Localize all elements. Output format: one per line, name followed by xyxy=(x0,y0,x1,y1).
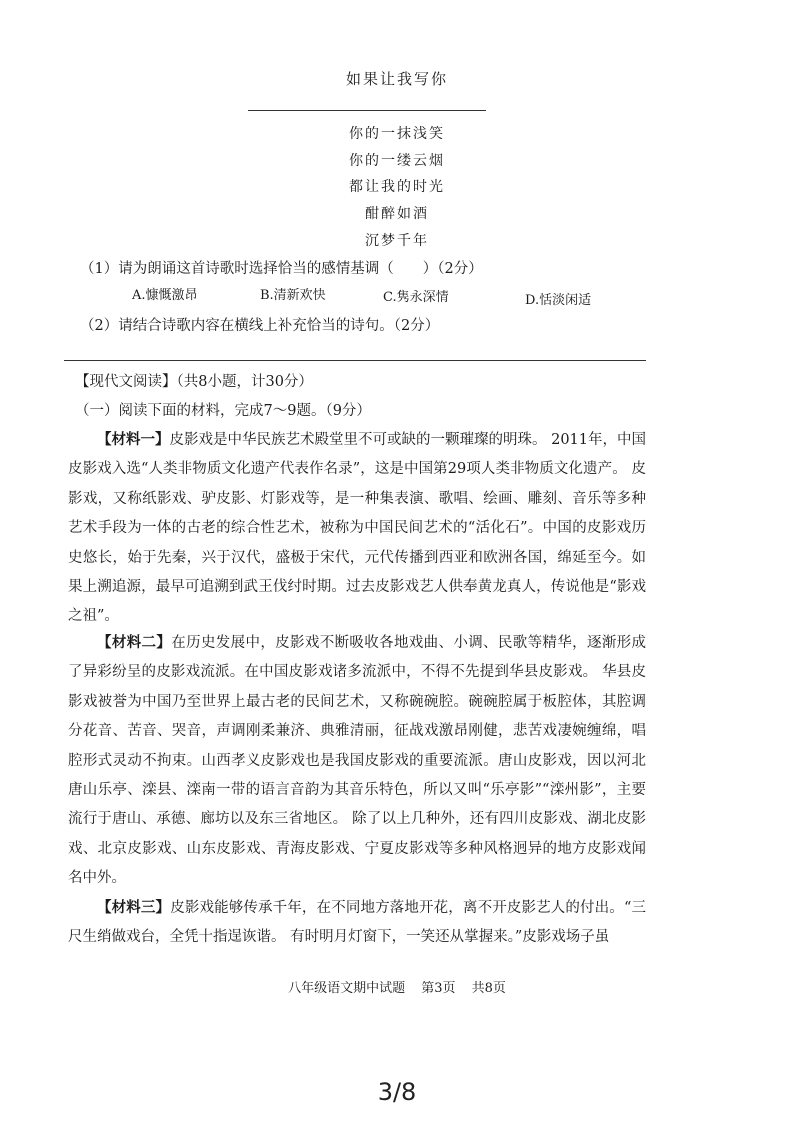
page-indicator: 3/8 xyxy=(377,1078,417,1106)
material-3 xyxy=(68,893,646,953)
material-3-head: 【材料三】 xyxy=(97,899,171,916)
footer-exam-title: 八年级语文期中试题 xyxy=(288,981,406,996)
fill-in-blank-line xyxy=(248,110,486,111)
option-b: B.清新欢快 xyxy=(260,288,326,303)
poem-title: 如果让我写你 xyxy=(345,70,448,88)
material-1-head: 【材料一】 xyxy=(97,431,170,448)
poem-line: 都让我的时光 xyxy=(349,179,445,195)
page-footer xyxy=(0,977,794,996)
poem-line: 你的一抹浅笑 xyxy=(349,126,445,142)
material-1 xyxy=(68,425,646,632)
footer-page-number: 第3页 xyxy=(421,981,456,996)
poem-line: 沉梦千年 xyxy=(365,233,429,249)
section-divider xyxy=(64,360,646,361)
material-2-head: 【材料二】 xyxy=(97,634,172,651)
poem-line: 酣醉如酒 xyxy=(365,206,429,222)
material-1-text: 皮影戏是中华民族艺术殿堂里不可或缺的一颗璀璨的明珠。 2011年，中国皮影戏入选“人类非物质文化遗产代表作名录”，这是中国第29项人类非物质文化遗产。 皮影戏，又称纸影戏、驴皮影、灯影戏等，是一种集表演、歌唱、绘画、雕刻、音乐等多种艺术手段为一体的古老的综合性艺术，被称为中国民间艺术的“活化石”。中国的皮影戏历史悠长，始于先秦，兴于汉代，盛极于宋代，元代传播到西亚和欧洲各国，绵延至今。如果上溯追源，最早可追溯到武王伐纣时期。过去皮影戏艺人供奉黄龙真人，传说他是“影戏之祖”。 xyxy=(68,432,647,625)
option-a: A.慷慨激昂 xyxy=(132,288,198,303)
material-3-text: 皮影戏能够传承千年，在不同地方落地开花，离不开皮影艺人的付出。“三尺生绡做戏台，全凭十指逞诙谐。 有时明月灯窗下，一笑还从掌握来。”皮影戏场子虽 xyxy=(68,900,646,946)
option-c: C.隽永深情 xyxy=(383,290,449,305)
material-2-text: 在历史发展中，皮影戏不断吸收各地戏曲、小调、民歌等精华，逐渐形成了异彩纷呈的皮影戏流派。在中国皮影戏诸多流派中，不得不先提到华县皮影戏。 华县皮影戏被誉为中国乃至世界上最古老的民间艺术，又称碗碗腔。碗碗腔属于板腔体，其腔调分花音、苦音、哭音，声调刚柔兼济、典雅清丽，征战戏激昂刚健，悲苦戏凄婉缠绵，唱腔形式灵动不拘束。山西孝义皮影戏也是我国皮影戏的重要流派。唐山皮影戏，因以河北唐山乐亭、滦县、滦南一带的语言音韵为其音乐特色，所以又叫“乐亭影”“滦州影”，主要流行于唐山、承德、廊坊以及东三省地区。 除了以上几种外，还有四川皮影戏、湖北皮影戏、北京皮影戏、山东皮影戏、青海皮影戏、宁夏皮影戏等多种风格迥异的地方皮影戏闻名中外。 xyxy=(68,635,647,887)
footer-total-pages: 共8页 xyxy=(471,981,506,996)
section-title: 【现代文阅读】（共8小题，计30分） xyxy=(75,374,313,390)
section-subtitle: （一）阅读下面的材料，完成7～9题。（9分） xyxy=(75,403,371,419)
poem-line: 你的一缕云烟 xyxy=(349,153,445,169)
question-2: （2）请结合诗歌内容在横线上补充恰当的诗句。（2分） xyxy=(80,318,440,334)
material-2 xyxy=(68,628,646,894)
question-1: （1）请为朗诵这首诗歌时选择恰当的感情基调（ ）（2分） xyxy=(80,261,483,277)
option-d: D.恬淡闲适 xyxy=(525,293,592,308)
